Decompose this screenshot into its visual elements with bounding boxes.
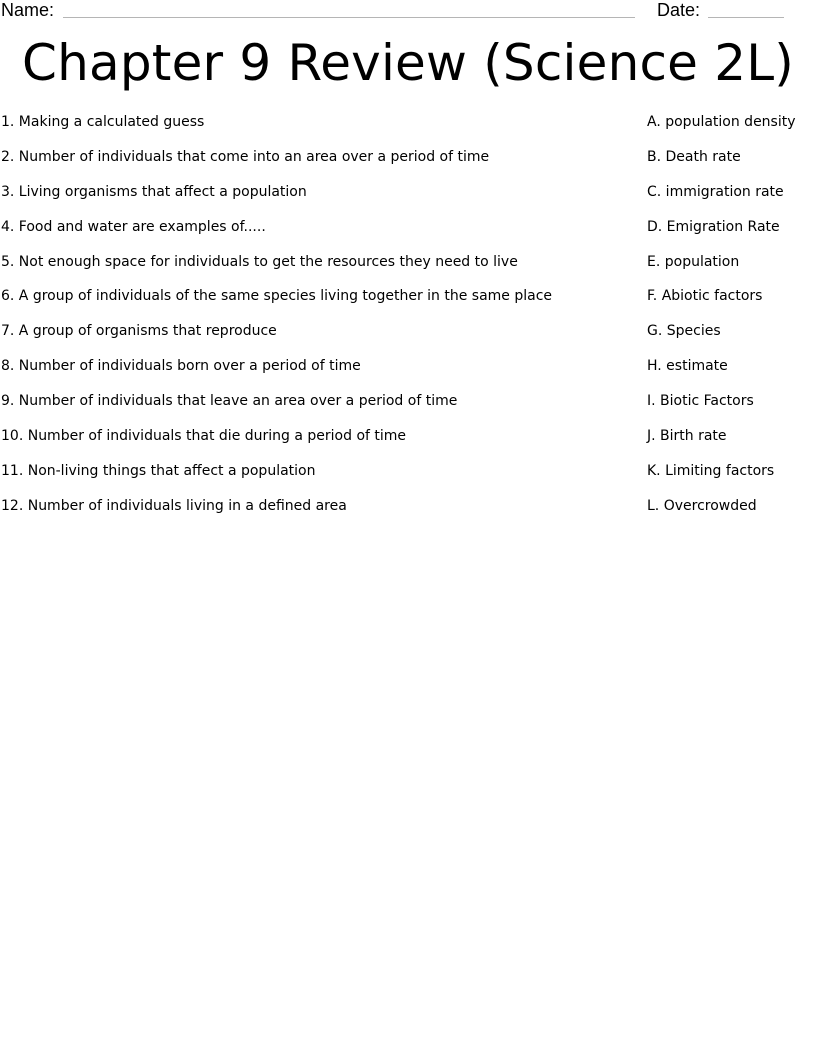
clue-text: 7. A group of organisms that reproduce <box>1 323 277 340</box>
matching-row <box>0 496 816 531</box>
answer-option: F. Abiotic factors <box>647 288 763 305</box>
matching-row <box>0 391 816 426</box>
answer-option: G. Species <box>647 323 721 340</box>
answer-option: E. population <box>647 253 740 270</box>
answer-option: D. Emigration Rate <box>647 218 780 235</box>
name-field[interactable] <box>63 17 635 18</box>
clue-text: 8. Number of individuals born over a period of time <box>1 358 361 375</box>
answer-option: L. Overcrowded <box>647 497 757 514</box>
matching-row <box>0 461 816 496</box>
matching-row <box>0 217 816 252</box>
answer-option: K. Limiting factors <box>647 462 775 479</box>
clue-text: 2. Number of individuals that come into an area over a period of time <box>1 148 490 165</box>
clue-text: 10. Number of individuals that die during a period of time <box>1 428 407 445</box>
clue-text: 6. A group of individuals of the same species living together in the same place <box>1 288 553 305</box>
answer-option: J. Birth rate <box>647 428 727 445</box>
date-field[interactable] <box>708 17 784 18</box>
worksheet-header <box>0 0 816 24</box>
answer-option: A. population density <box>647 114 796 130</box>
clue-text: 3. Living organisms that affect a population <box>1 183 307 200</box>
matching-row <box>0 182 816 217</box>
matching-row <box>0 147 816 182</box>
name-label: Name: <box>1 0 55 20</box>
matching-row <box>0 286 816 321</box>
matching-row <box>0 252 816 287</box>
page-title: Chapter 9 Review (Science 2L) <box>22 34 794 92</box>
matching-list <box>0 112 816 531</box>
clue-text: 4. Food and water are examples of..... <box>1 218 266 235</box>
clue-text: 9. Number of individuals that leave an area over a period of time <box>1 393 458 410</box>
answer-option: I. Biotic Factors <box>647 393 754 410</box>
matching-row <box>0 356 816 391</box>
clue-text: 1. Making a calculated guess <box>1 114 205 130</box>
date-label: Date: <box>657 0 701 20</box>
matching-row <box>0 426 816 461</box>
matching-row <box>0 112 816 147</box>
clue-text: 11. Non-living things that affect a population <box>1 462 316 479</box>
answer-option: C. immigration rate <box>647 183 784 200</box>
answer-option: H. estimate <box>647 358 728 375</box>
matching-row <box>0 321 816 356</box>
clue-text: 5. Not enough space for individuals to get the resources they need to live <box>1 253 518 270</box>
clue-text: 12. Number of individuals living in a defined area <box>1 497 347 514</box>
answer-option: B. Death rate <box>647 148 741 165</box>
